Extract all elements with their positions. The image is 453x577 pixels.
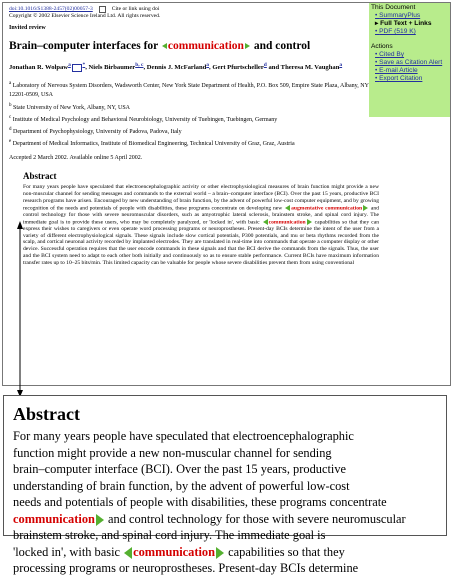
affiliation-letter: c xyxy=(9,114,12,120)
highlight-right-icon xyxy=(216,547,224,559)
author-name[interactable]: Niels Birbaumer xyxy=(88,64,136,72)
affiliation-letter: e xyxy=(9,139,12,145)
affiliation-item xyxy=(9,113,379,125)
affiliation-item xyxy=(9,137,379,149)
sidebar-item-label: PDF (519 K) xyxy=(379,28,416,35)
title-part: Brain–computer interfaces for xyxy=(9,40,161,52)
sidebar-heading: Actions xyxy=(371,43,393,50)
highlight-left-icon xyxy=(162,43,167,49)
highlight-left-icon xyxy=(285,205,290,211)
sidebar-item-fulltext[interactable]: ▸ Full Text + Links xyxy=(375,20,432,27)
affiliation-text: Institute of Medical Psychology and Behavioral Neurobiology, University of Tuebingen, Tuebingen, Germany xyxy=(12,116,278,123)
affiliation-ref[interactable]: d xyxy=(263,62,267,68)
affiliation-letter: d xyxy=(9,127,12,132)
abstract-heading: Abstract xyxy=(23,171,57,182)
zoomed-line: needs and potentials of people with disabilities, these programs concentrate xyxy=(13,495,387,509)
affiliation-ref[interactable]: a xyxy=(206,62,210,68)
zoomed-line-part: and control technology for those with severe neuromuscular xyxy=(104,511,406,526)
highlight-right-icon xyxy=(307,219,312,225)
sidebar-item-label: Export Citation xyxy=(379,75,423,82)
zoomed-line: brainstem stroke, and spinal cord injury. The immediate goal is xyxy=(13,528,326,542)
highlight-left-icon xyxy=(124,547,132,559)
abstract-part: capabilities so that they can express their wishes to caregivers or even operate word processing programs or neuroprostheses. Present-day BCIs determine the intent of the user from a variety of different electrophysiological signals. These signals include slow cortical potentials, P300 potentials, and mu or beta rhythms recorded from the scalp, and cortical neuronal activity recorded by implanted electrodes. They are translated in real-time into commands that operate a computer display or other device. Successful operation requires that the user encode commands in these signals and that the BCI derive the commands from the signals. Thus, the user and the BCI system need to adapt to each other both initially and continuously so as to ensure stable performance. Current BCIs have maximum information transfer rates up to 10–25 bits/min. This limited capacity can be valuable for people whose severe disabilities prevent them from using conventional xyxy=(23,218,379,266)
sidebar-item-label: Full Text + Links xyxy=(380,20,432,27)
affiliation-text: Department of Medical Informatics, Institute of Biomedical Engineering, Technical University of Graz, Graz, Austria xyxy=(12,141,295,148)
abstract-highlight: communication xyxy=(268,218,306,225)
author-list xyxy=(9,60,379,73)
author-name[interactable]: Theresa M. Vaughan xyxy=(280,64,340,72)
copyright: Copyright © 2002 Elsevier Science Ireland Ltd. All rights reserved. xyxy=(9,13,161,19)
zoomed-line xyxy=(13,511,453,528)
email-icon[interactable] xyxy=(72,64,82,72)
sidebar-item-cited[interactable]: • Cited By xyxy=(375,51,405,58)
affiliations xyxy=(9,79,379,149)
sidebar-item-email[interactable]: • E-mail Article xyxy=(375,67,418,74)
article-type: Invited review xyxy=(9,25,46,31)
article-dates: Accepted 2 March 2002. Available online 5 April 2002. xyxy=(9,155,143,162)
affiliation-ref[interactable]: a xyxy=(68,62,71,68)
cite-label: Cite or link using doi xyxy=(111,6,160,12)
zoomed-line: function might provide a new non-muscular channel for sending xyxy=(13,445,332,460)
checkbox-icon[interactable] xyxy=(99,6,106,13)
sidebar-heading: This Document xyxy=(371,4,416,11)
sidebar-item-label: Save as Citation Alert xyxy=(379,59,443,66)
article-page xyxy=(9,6,379,267)
title-highlight: communication xyxy=(167,40,244,52)
zoomed-abstract-panel xyxy=(3,395,447,575)
article-viewer xyxy=(2,2,451,386)
zoomed-line: For many years people have speculated that electroencephalographic xyxy=(13,429,354,443)
sidebar-item-label: Cited By xyxy=(379,51,405,58)
highlight-right-icon xyxy=(245,43,250,49)
separator: and xyxy=(266,64,281,72)
highlight-right-icon xyxy=(363,205,368,211)
document-sidebar xyxy=(369,3,450,117)
corresponding-ref[interactable]: * xyxy=(82,62,86,68)
zoomed-line xyxy=(13,544,453,561)
affiliation-text: State University of New York, Albany, NY, USA xyxy=(13,104,130,111)
affiliation-item xyxy=(9,101,379,113)
affiliation-item xyxy=(9,79,379,100)
author-name[interactable]: Gert Pfurtscheller xyxy=(212,64,264,72)
affiliation-letter: b xyxy=(9,102,12,108)
affiliation-text: Department of Psychophysiology, University of Padova, Padova, Italy xyxy=(13,129,182,135)
zoomed-abstract xyxy=(13,404,453,577)
abstract-highlight: augmentative communication xyxy=(291,205,363,212)
article-title xyxy=(9,40,379,53)
sidebar-item-pdf[interactable]: • PDF (519 K) xyxy=(375,28,416,35)
abstract-text xyxy=(23,184,379,266)
separator: , xyxy=(209,64,213,72)
separator: , xyxy=(85,64,89,72)
author-name[interactable]: Dennis J. McFarland xyxy=(146,64,207,72)
sidebar-item-label: E-mail Article xyxy=(379,67,418,74)
affiliation-ref[interactable]: b, c xyxy=(135,62,144,68)
zoomed-highlight: communication xyxy=(133,544,216,559)
doi-line xyxy=(9,6,379,13)
zoomed-line-part: 'locked in', with basic xyxy=(13,544,124,559)
abstract-part: and control technology for those with severe neuromuscular disorders, such as amyotrophic lateral sclerosis, brainstem stroke, and spinal cord injury. The immediate goal is to provide these users, who may be completely paralyzed, or 'locked in', with basic xyxy=(23,205,379,225)
zoomed-line: processing programs or neuroprostheses. Present-day BCIs determine xyxy=(13,561,359,575)
zoomed-highlight: communication xyxy=(13,511,95,526)
abstract-part: For many years people have speculated that electroencephalographic activity or other electrophysiological measures of brain function might provide a new non-muscular channel for sending messages and commands to the external world – a brain–computer interface (BCI). Over the past 15 years, productive BCI research programs have arisen. Encouraged by new understanding of brain function, by the advent of powerful low-cost computer equipment, and by growing recognition of the needs and potentials of people with disabilities, these programs concentrate on developing new xyxy=(23,184,379,212)
sidebar-item-summary[interactable]: • SummaryPlus xyxy=(375,12,421,19)
affiliation-ref[interactable]: a xyxy=(339,62,343,68)
author-name[interactable]: Jonathan R. Wolpaw xyxy=(9,64,69,72)
affiliation-item xyxy=(9,125,379,137)
zoomed-line: understanding of brain function, by the advent of powerful low-cost xyxy=(13,478,350,493)
sidebar-item-export[interactable]: • Export Citation xyxy=(375,75,423,82)
highlight-right-icon xyxy=(96,514,104,526)
zoomed-line-part: capabilities so that they xyxy=(225,544,345,559)
separator: , xyxy=(143,64,147,72)
highlight-left-icon xyxy=(263,219,268,225)
zoomed-abstract-heading: Abstract xyxy=(13,404,80,424)
title-part: and control xyxy=(250,40,311,52)
sidebar-item-save-alert[interactable]: • Save as Citation Alert xyxy=(375,59,443,66)
affiliation-text: Laboratory of Nervous System Disorders, Wadsworth Center, New York State Department of Health, P.O. Box 509, Empire State Plaza, Albany, NY 12201-0509, USA xyxy=(9,83,369,99)
sidebar-item-label: SummaryPlus xyxy=(379,12,421,19)
zoomed-line: brain–computer interface (BCI). Over the past 15 years, productive xyxy=(13,462,347,476)
affiliation-letter: a xyxy=(9,81,12,87)
doi-link[interactable]: doi:10.1016/S1388-2457(02)00057-3 xyxy=(9,6,93,12)
